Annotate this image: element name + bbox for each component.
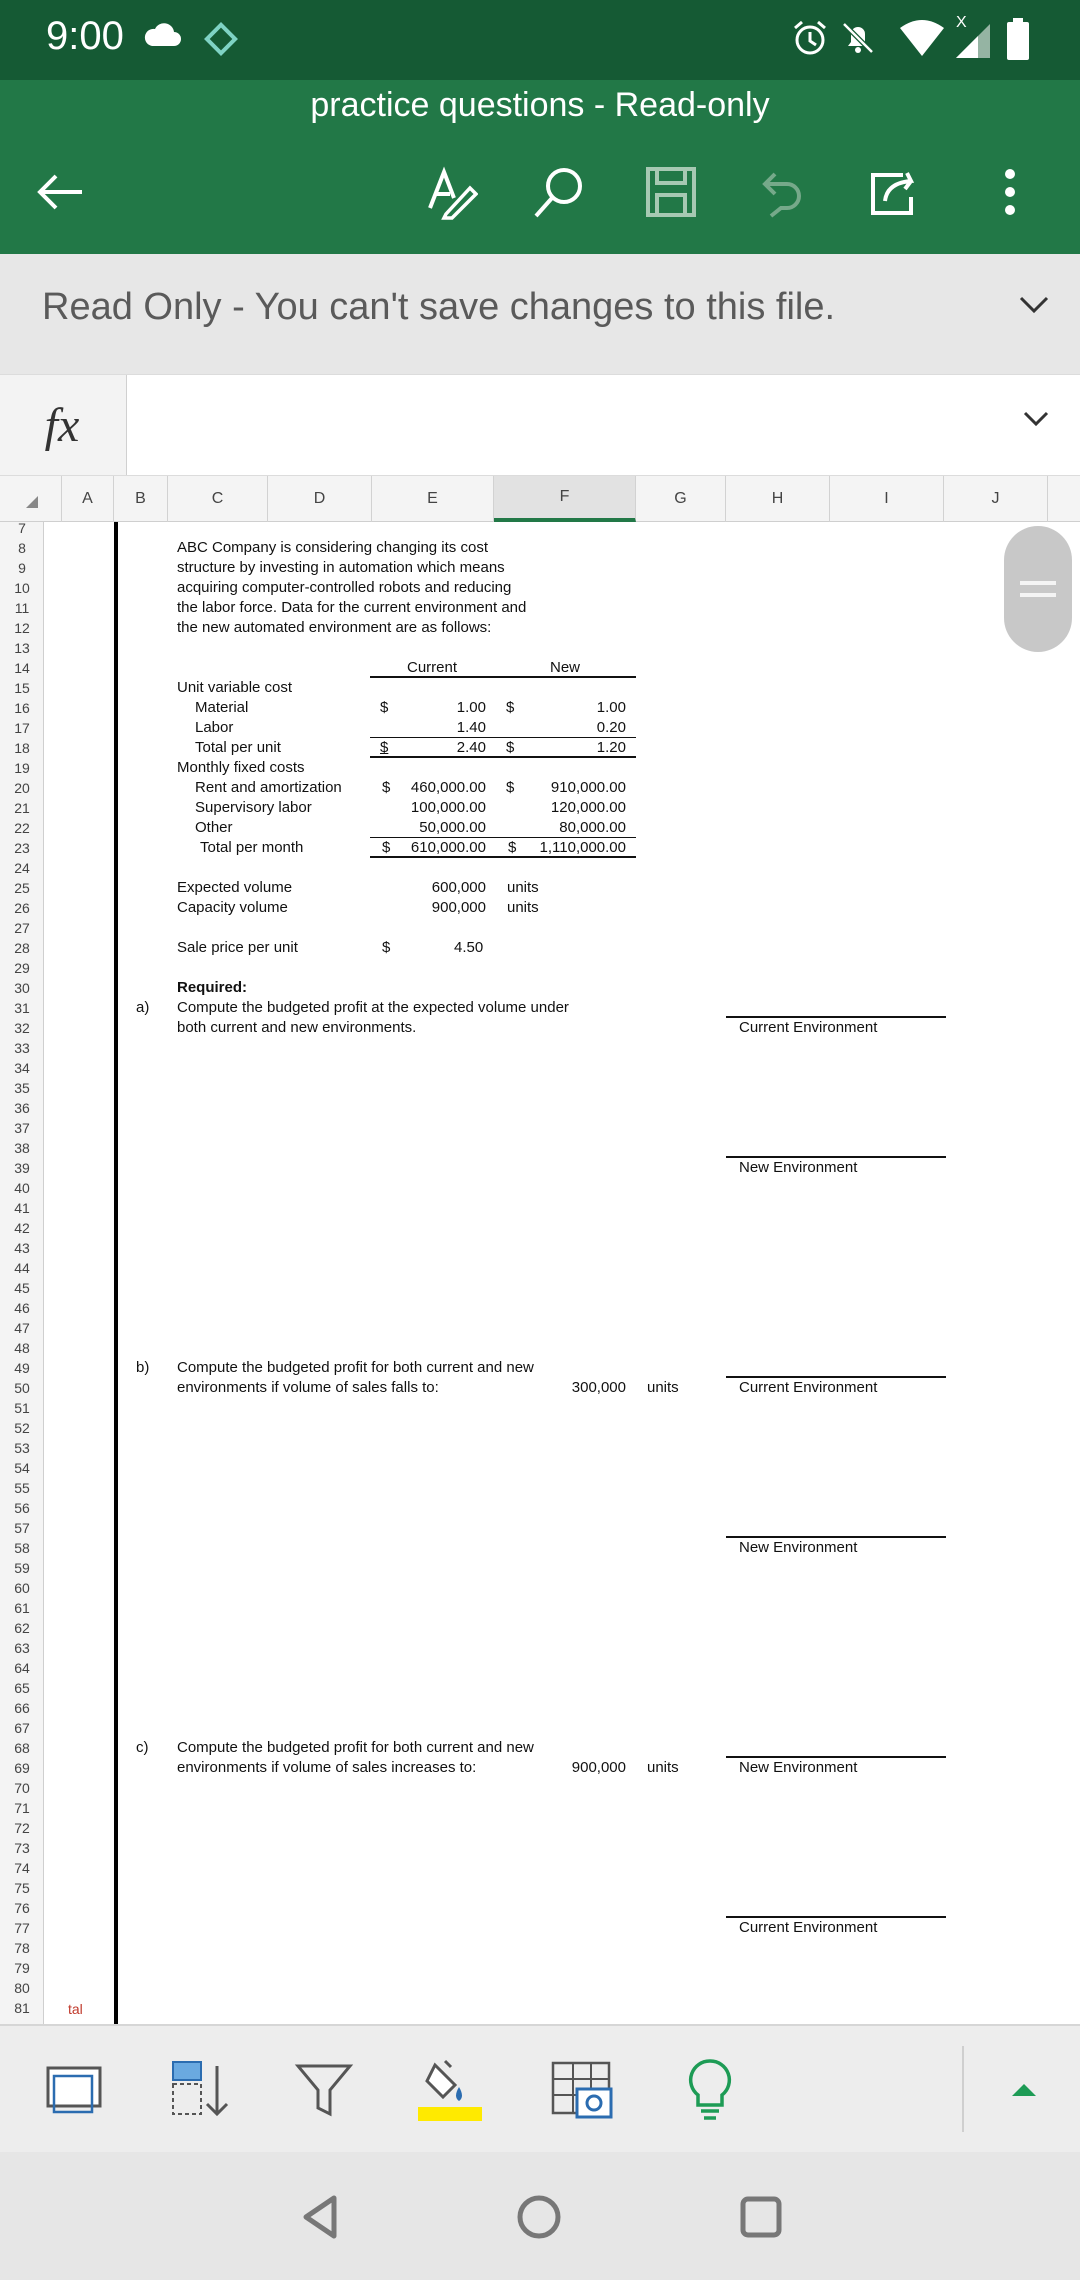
status-time: 9:00 — [46, 14, 124, 58]
dollar-tpm-current: $ — [382, 839, 391, 856]
row-header[interactable]: 62 — [14, 1620, 30, 1636]
row-header[interactable]: 33 — [14, 1040, 30, 1056]
label-total-per-unit: Total per unit — [195, 739, 281, 756]
row-header[interactable]: 15 — [14, 680, 30, 696]
expected-volume-units: units — [507, 879, 539, 896]
row-header[interactable]: 42 — [14, 1220, 30, 1236]
row-header[interactable]: 22 — [14, 820, 30, 836]
row-header[interactable]: 17 — [14, 720, 30, 736]
insert-picture-table-icon — [549, 2059, 615, 2121]
column-header-g[interactable]: G — [636, 476, 726, 522]
row-header[interactable]: 78 — [14, 1940, 30, 1956]
row-header[interactable]: 68 — [14, 1740, 30, 1756]
row-header[interactable]: 55 — [14, 1480, 30, 1496]
question-b-line-2: environments if volume of sales falls to: — [177, 1379, 439, 1396]
material-new: 1.00 — [596, 699, 626, 716]
back-button[interactable] — [20, 152, 100, 232]
row-header[interactable]: 16 — [14, 700, 30, 716]
dollar-tpu-current: $ — [380, 739, 389, 756]
row-header[interactable]: 67 — [14, 1720, 30, 1736]
row-header[interactable]: 74 — [14, 1860, 30, 1876]
row-header[interactable]: 40 — [14, 1180, 30, 1196]
bottom-toolbar — [0, 2024, 1080, 2152]
question-b-label: b) — [136, 1359, 150, 1376]
signal-icon — [954, 22, 994, 60]
row-header[interactable]: 38 — [14, 1140, 30, 1156]
answer-a-current-env: Current Environment — [739, 1019, 878, 1036]
column-header-h[interactable]: H — [726, 476, 830, 522]
row-header[interactable]: 48 — [14, 1340, 30, 1356]
supervisory-current: 100,000.00 — [410, 799, 486, 816]
row-header[interactable]: 51 — [14, 1400, 30, 1416]
intro-line-2: structure by investing in automation which means — [177, 559, 505, 576]
draw-button[interactable] — [412, 152, 492, 232]
formula-bar — [0, 374, 1080, 476]
row-header[interactable]: 53 — [14, 1440, 30, 1456]
label-expected-volume: Expected volume — [177, 879, 293, 896]
row-header[interactable]: 28 — [14, 940, 30, 956]
dollar-sale-price: $ — [382, 939, 391, 956]
column-header-a[interactable]: A — [62, 476, 114, 522]
row-header[interactable]: 37 — [14, 1120, 30, 1136]
labor-new: 0.20 — [596, 719, 626, 736]
row-headers — [0, 522, 44, 2024]
labor-current: 1.40 — [456, 719, 486, 736]
spreadsheet-grid[interactable] — [0, 522, 1080, 2024]
column-header-j[interactable]: J — [944, 476, 1048, 522]
insert-picture-table-button[interactable] — [532, 2040, 632, 2140]
app-diamond-icon — [204, 22, 238, 56]
column-header-f[interactable]: F — [494, 476, 636, 522]
fill-color-icon — [415, 2057, 485, 2123]
column-header-c[interactable]: C — [168, 476, 268, 522]
row-header[interactable]: 66 — [14, 1700, 30, 1716]
nav-recents-icon — [736, 2192, 786, 2242]
nav-home-icon — [514, 2192, 564, 2242]
row-header[interactable]: 72 — [14, 1820, 30, 1836]
column-header-i[interactable]: I — [830, 476, 944, 522]
column-header-e[interactable]: E — [372, 476, 494, 522]
row-header[interactable]: 64 — [14, 1660, 30, 1676]
signal-badge: X — [956, 14, 967, 31]
header-current: Current — [407, 659, 458, 676]
row-header[interactable]: 36 — [14, 1100, 30, 1116]
nav-home-button[interactable] — [494, 2172, 584, 2262]
total-rule-unit — [370, 756, 636, 758]
answer-a-new-env: New Environment — [739, 1159, 858, 1176]
row-header[interactable]: 47 — [14, 1320, 30, 1336]
row-header[interactable]: 8 — [18, 540, 26, 556]
dollar-tpu-new: $ — [506, 739, 515, 756]
row-header[interactable]: 73 — [14, 1840, 30, 1856]
row-header[interactable]: 63 — [14, 1640, 30, 1656]
row-header[interactable]: 61 — [14, 1600, 30, 1616]
question-b-line-1: Compute the budgeted profit for both current and new — [177, 1359, 534, 1376]
draw-pen-icon — [426, 164, 478, 220]
filter-button[interactable] — [274, 2040, 374, 2140]
undo-button[interactable] — [743, 152, 823, 232]
answer-b-new-env: New Environment — [739, 1539, 858, 1556]
row-header[interactable]: 10 — [14, 580, 30, 596]
row-header[interactable]: 56 — [14, 1500, 30, 1516]
rent-new: 910,000.00 — [550, 779, 626, 796]
question-a-line-1: Compute the budgeted profit at the expected volume under — [177, 999, 569, 1016]
column-header-d[interactable]: D — [268, 476, 372, 522]
capacity-volume-units: units — [507, 899, 539, 916]
question-c-label: c) — [136, 1739, 149, 1756]
total-rule-month — [370, 856, 636, 858]
row-header[interactable]: 31 — [14, 1000, 30, 1016]
row-header[interactable]: 41 — [14, 1200, 30, 1216]
label-total-per-month: Total per month — [200, 839, 304, 856]
dollar-tpm-new: $ — [508, 839, 517, 856]
row-header[interactable]: 80 — [14, 1980, 30, 1996]
expected-volume-value: 600,000 — [431, 879, 486, 896]
row-header[interactable]: 19 — [14, 760, 30, 776]
row-header[interactable]: 44 — [14, 1260, 30, 1276]
dollar-material-new: $ — [506, 699, 515, 716]
nav-back-button[interactable] — [276, 2172, 366, 2262]
material-current: 1.00 — [456, 699, 486, 716]
row-header[interactable]: 27 — [14, 920, 30, 936]
row-header[interactable]: 69 — [14, 1760, 30, 1776]
row-header[interactable]: 60 — [14, 1580, 30, 1596]
row-header[interactable]: 70 — [14, 1780, 30, 1796]
column-header-b[interactable]: B — [114, 476, 168, 522]
expand-toolbar-button[interactable] — [974, 2040, 1074, 2140]
select-sheet-icon — [44, 2064, 104, 2116]
row-header[interactable]: 23 — [14, 840, 30, 856]
tpm-current: 610,000.00 — [410, 839, 486, 856]
row-header[interactable]: 24 — [14, 860, 30, 876]
label-monthly-fixed: Monthly fixed costs — [177, 759, 305, 776]
row-header[interactable]: 39 — [14, 1160, 30, 1176]
row-header[interactable]: 45 — [14, 1280, 30, 1296]
label-unit-variable-cost: Unit variable cost — [177, 679, 293, 696]
header-rule — [370, 676, 636, 678]
battery-icon — [1006, 18, 1030, 60]
row-header[interactable]: 43 — [14, 1240, 30, 1256]
fx-icon: fx — [44, 398, 80, 452]
save-button[interactable] — [631, 152, 711, 232]
row-header[interactable]: 34 — [14, 1060, 30, 1076]
header-new: New — [550, 659, 581, 676]
sort-icon — [167, 2058, 237, 2122]
rent-current: 460,000.00 — [410, 779, 486, 796]
expand-toolbar-icon — [1009, 2080, 1039, 2100]
question-c-line-2: environments if volume of sales increases to: — [177, 1759, 477, 1776]
nav-recents-button[interactable] — [716, 2172, 806, 2262]
row-header[interactable]: 30 — [14, 980, 30, 996]
row-header[interactable]: 13 — [14, 640, 30, 656]
share-button[interactable] — [856, 152, 936, 232]
tpu-new: 1.20 — [596, 739, 626, 756]
row-header[interactable]: 20 — [14, 780, 30, 796]
row-header[interactable]: 35 — [14, 1080, 30, 1096]
other-current: 50,000.00 — [419, 819, 486, 836]
sheet-tab-fragment[interactable]: tal — [68, 2001, 83, 2017]
read-only-banner[interactable] — [0, 254, 1080, 374]
vertical-scroll-thumb[interactable] — [1004, 526, 1072, 652]
answer-c-new-env: New Environment — [739, 1759, 858, 1776]
column-headers — [0, 476, 1080, 522]
formula-input[interactable] — [126, 375, 1080, 475]
question-a-line-2: both current and new environments. — [177, 1019, 417, 1036]
sale-price-value: 4.50 — [454, 939, 484, 956]
status-bar — [0, 0, 1080, 80]
row-header[interactable]: 77 — [14, 1920, 30, 1936]
app-bar — [0, 80, 1080, 254]
label-sale-price: Sale price per unit — [177, 939, 298, 956]
cloud-icon — [142, 22, 182, 50]
row-header[interactable]: 57 — [14, 1520, 30, 1536]
row-header[interactable]: 21 — [14, 800, 30, 816]
select-all-corner[interactable] — [0, 476, 62, 522]
answer-c-current-env: Current Environment — [739, 1919, 878, 1936]
row-header[interactable]: 46 — [14, 1300, 30, 1316]
fill-color-button[interactable] — [400, 2040, 500, 2140]
row-header[interactable]: 76 — [14, 1900, 30, 1916]
label-material: Material — [195, 699, 249, 716]
label-supervisory: Supervisory labor — [195, 799, 312, 816]
system-nav-bar — [0, 2152, 1080, 2280]
row-header[interactable]: 50 — [14, 1380, 30, 1396]
answer-b-current-env: Current Environment — [739, 1379, 878, 1396]
row-header[interactable]: 59 — [14, 1560, 30, 1576]
document-title: practice questions - Read-only — [310, 86, 770, 124]
row-header[interactable]: 65 — [14, 1680, 30, 1696]
row-header[interactable]: 32 — [14, 1020, 30, 1036]
label-rent: Rent and amortization — [195, 779, 342, 796]
tell-me-button[interactable] — [660, 2040, 760, 2140]
row-header[interactable]: 11 — [14, 600, 30, 616]
row-header[interactable]: 71 — [14, 1800, 30, 1816]
share-icon — [869, 167, 923, 217]
question-a-label: a) — [136, 999, 150, 1016]
intro-line-5: the new automated environment are as follows: — [177, 619, 492, 636]
label-required: Required: — [177, 979, 248, 996]
toolbar-separator — [962, 2046, 964, 2132]
label-other: Other — [195, 819, 233, 836]
capacity-volume-value: 900,000 — [431, 899, 486, 916]
select-sheet-button[interactable] — [24, 2040, 124, 2140]
intro-line-3: acquiring computer-controlled robots and reducing — [177, 579, 512, 596]
read-only-message: Read Only - You can't save changes to this file. — [42, 286, 836, 328]
tpu-current: 2.40 — [456, 739, 486, 756]
dollar-rent-new: $ — [506, 779, 515, 796]
search-button[interactable] — [520, 152, 600, 232]
question-c-units: units — [647, 1759, 679, 1776]
filter-icon — [294, 2060, 354, 2120]
undo-icon — [757, 166, 809, 218]
tpm-new: 1,110,000.00 — [539, 839, 626, 856]
supervisory-new: 120,000.00 — [550, 799, 626, 816]
row-header[interactable]: 79 — [14, 1960, 30, 1976]
alarm-icon — [790, 18, 830, 58]
row-header[interactable]: 25 — [14, 880, 30, 896]
row-header[interactable]: 9 — [18, 560, 26, 576]
row-header[interactable]: 29 — [14, 960, 30, 976]
row-header[interactable]: 14 — [14, 660, 30, 676]
question-c-line-1: Compute the budgeted profit for both current and new — [177, 1739, 534, 1756]
dollar-material-current: $ — [380, 699, 389, 716]
question-c-volume: 900,000 — [571, 1759, 626, 1776]
save-icon — [645, 166, 697, 218]
label-capacity-volume: Capacity volume — [177, 899, 288, 916]
search-icon — [532, 164, 588, 220]
more-icon — [1000, 166, 1020, 218]
row-header[interactable]: 52 — [14, 1420, 30, 1436]
row-header[interactable]: 7 — [18, 522, 26, 536]
row-header[interactable]: 12 — [14, 620, 30, 636]
tell-me-lightbulb-icon — [685, 2057, 735, 2123]
intro-line-1: ABC Company is considering changing its cost — [177, 539, 488, 556]
intro-line-4: the labor force. Data for the current environment and — [177, 599, 527, 616]
row-header[interactable]: 81 — [14, 2000, 30, 2016]
row-header[interactable]: 54 — [14, 1460, 30, 1476]
question-b-units: units — [647, 1379, 679, 1396]
row-header[interactable]: 75 — [14, 1880, 30, 1896]
sort-button[interactable] — [152, 2040, 252, 2140]
nav-back-icon — [296, 2192, 346, 2242]
dollar-rent-current: $ — [382, 779, 391, 796]
chevron-down-icon[interactable] — [1018, 294, 1050, 316]
row-header[interactable]: 49 — [14, 1360, 30, 1376]
label-labor: Labor — [195, 719, 234, 736]
row-header[interactable]: 58 — [14, 1540, 30, 1556]
other-new: 80,000.00 — [559, 819, 626, 836]
row-header[interactable]: 18 — [14, 740, 30, 756]
row-header[interactable]: 26 — [14, 900, 30, 916]
wifi-icon — [898, 18, 946, 58]
freeze-pane-divider — [114, 522, 118, 2024]
back-arrow-icon — [34, 172, 86, 212]
formula-expand-chevron-icon[interactable] — [1022, 409, 1050, 429]
notifications-off-icon — [838, 18, 878, 58]
question-b-volume: 300,000 — [571, 1379, 626, 1396]
more-options-button[interactable] — [970, 152, 1050, 232]
